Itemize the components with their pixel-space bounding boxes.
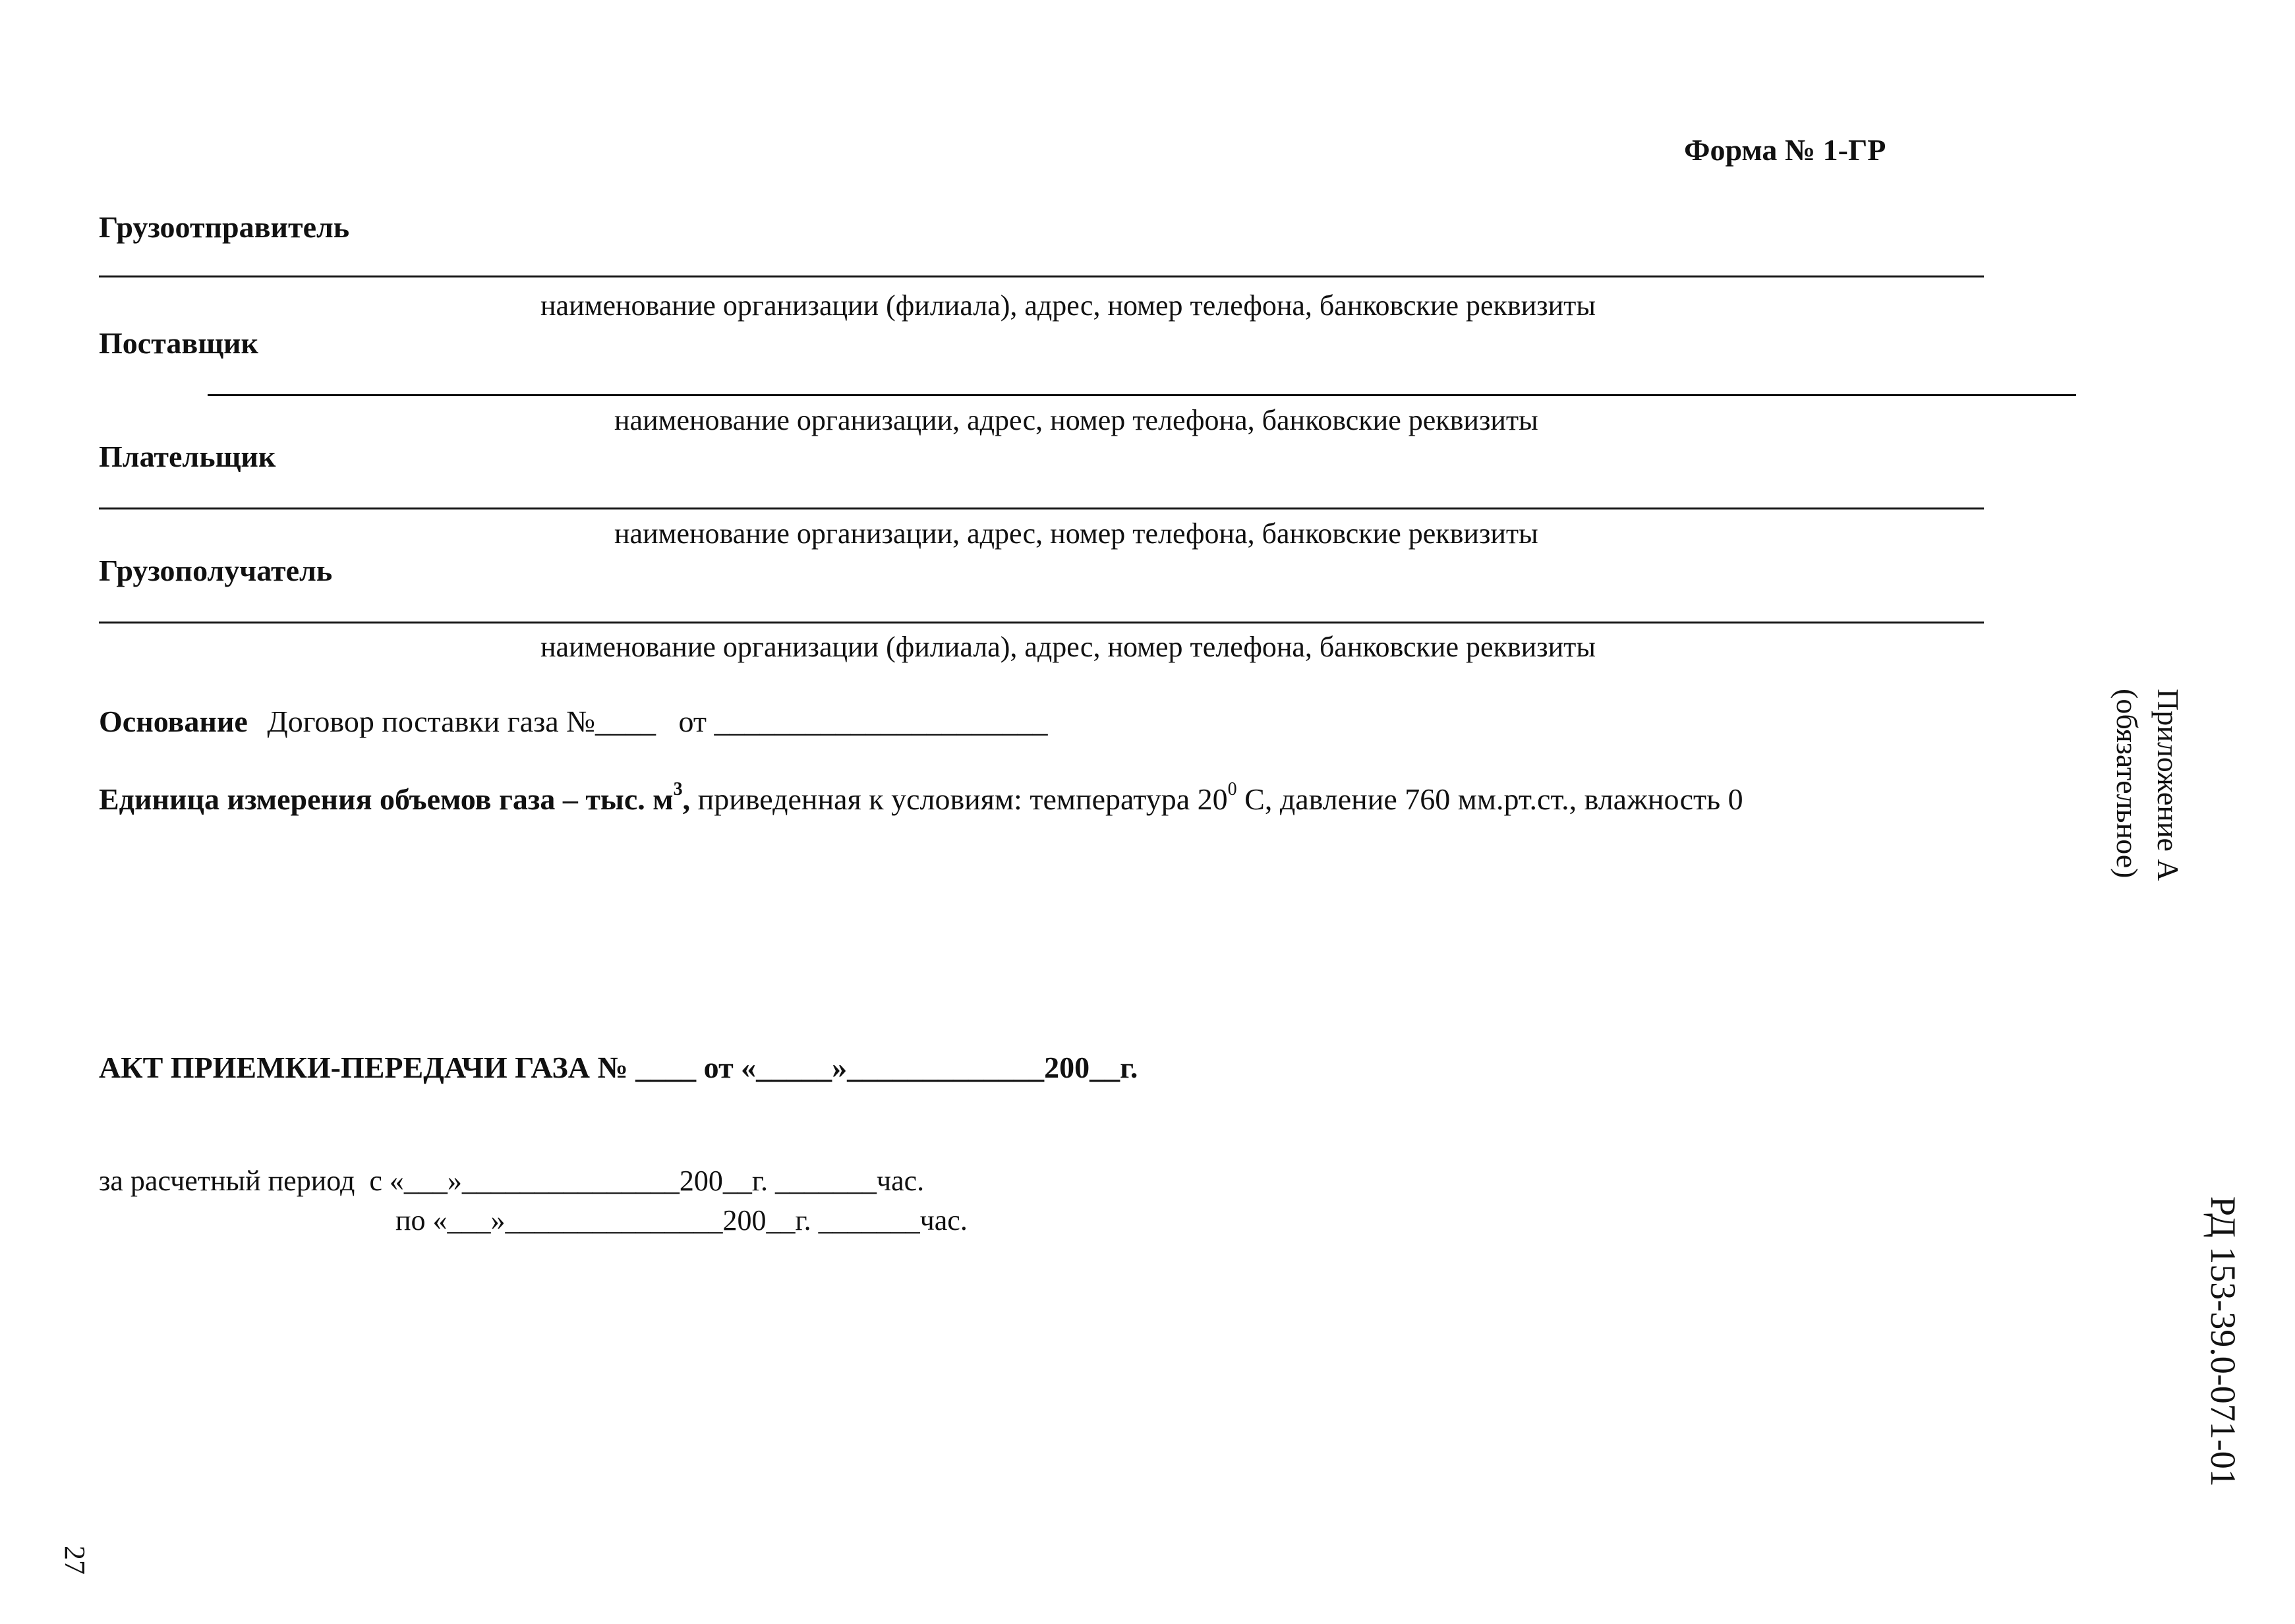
payer-line	[99, 508, 1984, 509]
appendix-line-2: (обязательное)	[2110, 689, 2144, 879]
unit-row	[99, 779, 1743, 816]
consignee-line	[99, 622, 1984, 624]
supplier-caption: наименование организации, адрес, номер телефона, банковские реквизиты	[614, 404, 1538, 436]
unit-label-comma: ,	[682, 782, 691, 816]
supplier-line	[208, 394, 2076, 396]
consignee-caption: наименование организации (филиала), адрес, номер телефона, банковские реквизиты	[540, 631, 1596, 663]
shipper-line	[99, 276, 1984, 277]
unit-text-a: приведенная к условиям: температура 20	[690, 782, 1228, 816]
basis-text: Договор поставки газа №____ от ______________________	[267, 705, 1048, 738]
shipper-caption: наименование организации (филиала), адрес, номер телефона, банковские реквизиты	[540, 289, 1596, 322]
consignee-label: Грузополучатель	[99, 554, 333, 587]
shipper-label: Грузоотправитель	[99, 210, 350, 244]
form-title: Форма № 1-ГР	[1684, 133, 1886, 167]
unit-text-b: С, давление 760 мм.рт.ст., влажность 0	[1236, 782, 1743, 816]
unit-label-sup: 3	[673, 779, 683, 799]
basis-label: Основание	[99, 705, 248, 738]
unit-label: Единица измерения объемов газа – тыс. м	[99, 782, 674, 816]
payer-label: Плательщик	[99, 440, 276, 473]
period-line-1: за расчетный период с «___»_______________200__г. _______час.	[99, 1165, 925, 1197]
basis-row	[99, 707, 1048, 737]
supplier-label: Поставщик	[99, 326, 259, 360]
appendix-line-1: Приложение А	[2151, 689, 2185, 881]
unit-text-sup: 0	[1227, 779, 1237, 799]
payer-caption: наименование организации, адрес, номер телефона, банковские реквизиты	[614, 517, 1538, 550]
period-line-2: по «___»_______________200__г. _______час.	[395, 1204, 968, 1236]
doc-code: РД 153-39.0-071-01	[2203, 1196, 2243, 1487]
page-number: 27	[59, 1546, 91, 1575]
act-title: АКТ ПРИЕМКИ-ПЕРЕДАЧИ ГАЗА № ____ от «_____»_____________200__г.	[99, 1051, 1138, 1084]
